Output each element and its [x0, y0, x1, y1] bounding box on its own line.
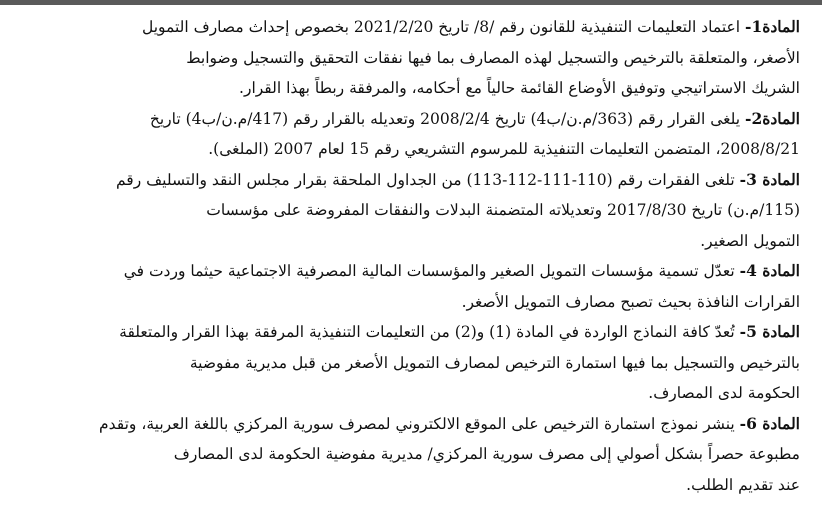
article-label: المادة2-	[745, 108, 800, 128]
article-line: مطبوعة حصراً بشكل أصولي إلى مصرف سورية المركزي/ مديرية مفوضية الحكومة لدى المصارف	[173, 445, 800, 463]
article-text: تُعدّ كافة النماذج الواردة في المادة (1) و(2) من التعليمات التنفيذية المرفقة بهذا القرار والمتعلقة	[119, 323, 735, 341]
article-label: المادة1-	[745, 17, 800, 36]
article-4	[72, 256, 800, 317]
article-line: الأصغر، والمتعلقة بالترخيص والتسجيل لهذه المصارف بما فيها نفقات التحقيق والتسجيل وضوابط	[186, 48, 800, 67]
article-label: المادة 3-	[739, 169, 800, 189]
article-text: تلغى الفقرات رقم (110-111-112-113) من الجداول الملحقة بقرار مجلس النقد والتسليف رقم	[115, 170, 735, 189]
article-label: المادة 4-	[739, 261, 800, 280]
article-label: المادة 5-	[739, 322, 800, 341]
article-5	[72, 317, 800, 409]
article-line: القرارات النافذة بحيث تصبح مصارف التمويل الأصغر.	[461, 292, 800, 311]
article-2	[72, 104, 800, 165]
top-rule	[0, 0, 822, 5]
article-3	[72, 165, 800, 257]
article-line: الحكومة لدى المصارف.	[648, 384, 800, 402]
article-line	[72, 12, 800, 43]
article-line: الشريك الاستراتيجي وتوفيق الأوضاع القائمة حالياً مع أحكامه، والمرفقة ربطاً بهذا القرار.	[239, 79, 800, 97]
article-text: تعدّل تسمية مؤسسات التمويل الصغير والمؤسسات المالية المصرفية الاجتماعية حيثما وردت في	[123, 262, 735, 280]
article-line: عند تقديم الطلب.	[686, 475, 800, 494]
article-6	[72, 409, 800, 501]
article-text: اعتماد التعليمات التنفيذية للقانون رقم /8/ تاريخ 2021/2/20 بخصوص إحداث مصارف التمويل	[141, 18, 741, 36]
article-line: (115/م.ن) تاريخ 2017/8/30 وتعديلاته المتضمنة البدلات والنفقات المفروضة على مؤسسات	[206, 201, 800, 219]
decision-articles	[72, 12, 800, 500]
article-line: بالترخيص والتسجيل بما فيها استمارة الترخيص لمصارف التمويل الأصغر من قبل مديرية مفوضية	[189, 353, 800, 372]
article-line: 2008/8/21، المتضمن التعليمات التنفيذية للمرسوم التشريعي رقم 15 لعام 2007 (الملغى).	[208, 140, 800, 158]
article-line	[72, 104, 800, 135]
article-line: التمويل الصغير.	[700, 231, 800, 250]
article-text: ينشر نموذج استمارة الترخيص على الموقع الالكتروني لمصرف سورية المركزي باللغة العربية، وتقدم	[99, 414, 735, 433]
article-line	[72, 256, 800, 287]
article-text: يلغى القرار رقم (363/م.ن/ب4) تاريخ 2008/2/4 وتعديله بالقرار رقم (417/م.ن/ب4) تاريخ	[149, 109, 741, 128]
article-line	[72, 317, 800, 348]
article-line	[72, 409, 800, 440]
article-1	[72, 12, 800, 104]
article-label: المادة 6-	[739, 413, 800, 433]
article-line	[72, 165, 800, 196]
